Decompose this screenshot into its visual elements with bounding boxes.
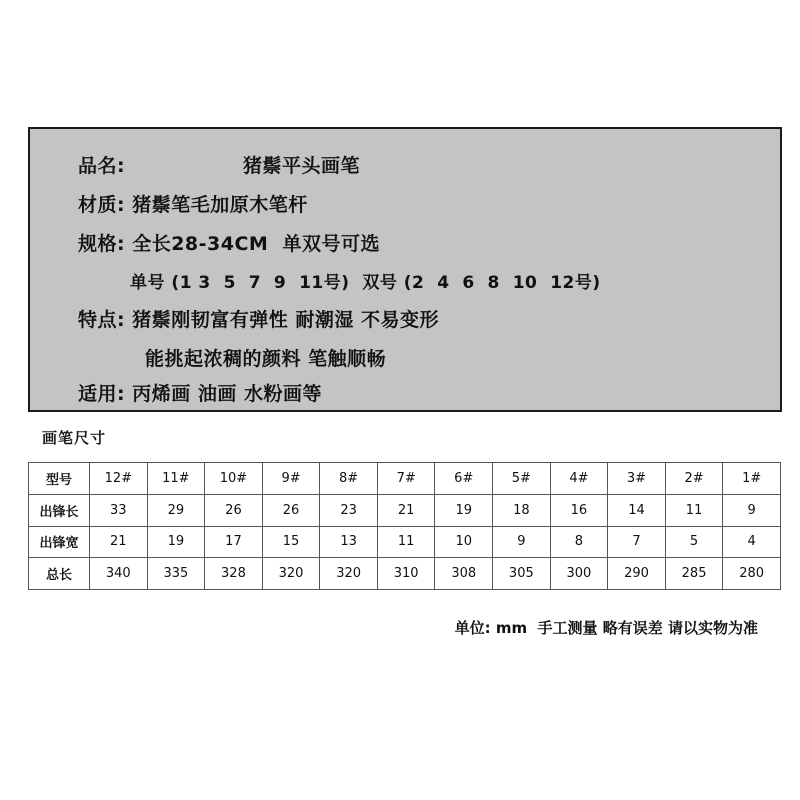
usage-line: 适用: 丙烯画 油画 水粉画等 xyxy=(78,383,322,405)
table-cell: 19 xyxy=(435,494,493,526)
table-cell: 11 xyxy=(377,526,435,558)
row-label: 出锋长 xyxy=(29,494,90,526)
table-cell: 305 xyxy=(493,558,551,590)
table-cell: 285 xyxy=(665,558,723,590)
table-cell: 280 xyxy=(723,558,781,590)
table-cell: 3# xyxy=(608,463,666,495)
unit-footnote: 单位: mm 手工测量 略有误差 请以实物为准 xyxy=(454,619,758,637)
table-cell: 10 xyxy=(435,526,493,558)
table-cell: 328 xyxy=(205,558,263,590)
table-cell: 340 xyxy=(90,558,148,590)
table-cell: 21 xyxy=(377,494,435,526)
table-cell: 320 xyxy=(262,558,320,590)
table-cell: 5# xyxy=(493,463,551,495)
table-cell: 33 xyxy=(90,494,148,526)
table-cell: 6# xyxy=(435,463,493,495)
table-cell: 8# xyxy=(320,463,378,495)
size-table xyxy=(28,462,781,590)
table-cell: 9 xyxy=(493,526,551,558)
table-row xyxy=(29,558,781,590)
table-cell: 23 xyxy=(320,494,378,526)
table-cell: 300 xyxy=(550,558,608,590)
features-line-2: 能挑起浓稠的颜料 笔触顺畅 xyxy=(145,348,387,370)
table-cell: 26 xyxy=(205,494,263,526)
table-cell: 14 xyxy=(608,494,666,526)
table-cell: 8 xyxy=(550,526,608,558)
row-label: 型号 xyxy=(29,463,90,495)
features-line: 特点: 猪鬃刚韧富有弹性 耐潮湿 不易变形 xyxy=(78,309,439,331)
spec-line: 规格: 全长28-34CM 单双号可选 xyxy=(78,233,381,255)
table-cell: 4 xyxy=(723,526,781,558)
table-cell: 11# xyxy=(147,463,205,495)
table-cell: 9 xyxy=(723,494,781,526)
table-cell: 290 xyxy=(608,558,666,590)
table-cell: 19 xyxy=(147,526,205,558)
table-cell: 320 xyxy=(320,558,378,590)
table-row xyxy=(29,526,781,558)
table-cell: 5 xyxy=(665,526,723,558)
table-cell: 10# xyxy=(205,463,263,495)
table-cell: 310 xyxy=(377,558,435,590)
product-name-value: 猪鬃平头画笔 xyxy=(243,155,361,177)
size-table-heading: 画笔尺寸 xyxy=(42,429,107,447)
material-line: 材质: 猪鬃笔毛加原木笔杆 xyxy=(78,194,308,216)
spec-numbers-line: 单号 (1 3 5 7 9 11号) 双号 (2 4 6 8 10 12号) xyxy=(130,273,601,293)
product-info-panel xyxy=(28,127,782,412)
table-cell: 17 xyxy=(205,526,263,558)
product-name-label: 品名: xyxy=(78,155,126,177)
table-cell: 11 xyxy=(665,494,723,526)
table-cell: 13 xyxy=(320,526,378,558)
row-label: 总长 xyxy=(29,558,90,590)
table-cell: 16 xyxy=(550,494,608,526)
table-cell: 4# xyxy=(550,463,608,495)
table-cell: 29 xyxy=(147,494,205,526)
table-cell: 18 xyxy=(493,494,551,526)
table-cell: 335 xyxy=(147,558,205,590)
table-cell: 2# xyxy=(665,463,723,495)
table-row xyxy=(29,463,781,495)
table-cell: 21 xyxy=(90,526,148,558)
table-cell: 7 xyxy=(608,526,666,558)
table-cell: 1# xyxy=(723,463,781,495)
table-cell: 308 xyxy=(435,558,493,590)
table-cell: 26 xyxy=(262,494,320,526)
row-label: 出锋宽 xyxy=(29,526,90,558)
table-cell: 9# xyxy=(262,463,320,495)
table-cell: 15 xyxy=(262,526,320,558)
table-row xyxy=(29,494,781,526)
table-cell: 7# xyxy=(377,463,435,495)
table-cell: 12# xyxy=(90,463,148,495)
